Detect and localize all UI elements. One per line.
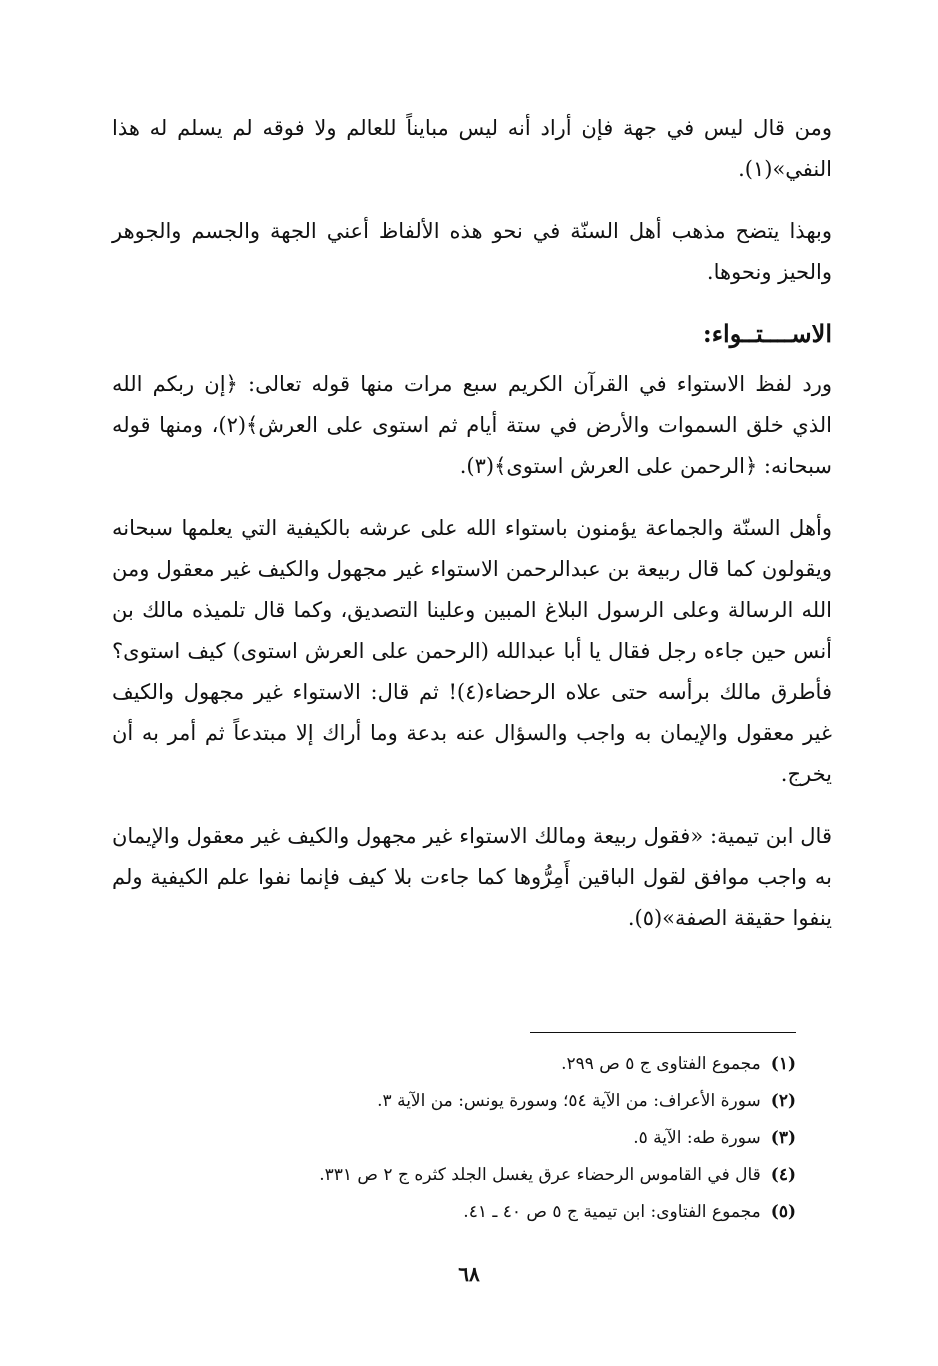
footnote-number: (١) [770,1054,796,1074]
footnotes-list [236,1046,796,1231]
footnote-item [236,1194,796,1231]
paragraph: وأهل السنّة والجماعة يؤمنون باستواء الله على عرشه بالكيفية التي يعلمها سبحانه ويقولون كما قال ربيعة بن عبدالرحمن الاستواء غير مجهول والكيف غير معقول ومن الله الرسالة وعلى الرسول البلاغ المبين وعلينا التصديق، وكما قال تلميذه مالك بن أنس حين جاءه رجل فقال يا أبا عبدالله (الرحمن على العرش استوى) كيف استوى؟ فأطرق مالك برأسه حتى علاه الرحضاء(٤)! ثم قال: الاستواء غير مجهول والكيف غير معقول والإيمان به واجب والسؤال عنه بدعة وما أراك إلا مبتدعاً ثم أمر به أن يخرج. [112,516,833,786]
page-number: ٦٨ [458,1262,480,1286]
footnote-item [236,1120,796,1157]
paragraph: ورد لفظ الاستواء في القرآن الكريم سبع مرات منها قوله تعالى: ﴿إن ربكم الله الذي خلق السموات والأرض في ستة أيام ثم استوى على العرش﴾(٢)، ومنها قوله سبحانه: ﴿الرحمن على العرش استوى﴾(٣). [112,372,832,478]
section-heading: الاســــتــواء: [702,319,832,348]
footnote-number: (٤) [770,1165,796,1185]
paragraph: ومن قال ليس في جهة فإن أراد أنه ليس مبايناً للعالم ولا فوقه لم يسلم له هذا النفي»(١). [112,116,832,181]
footnote-text: مجموع الفتاوى ج ٥ ص ٢٩٩. [561,1054,761,1074]
footnote-divider [530,1032,796,1033]
footnote-number: (٢) [770,1091,796,1111]
footnote-item [236,1083,796,1120]
footnote-item [236,1157,796,1194]
paragraph: وبهذا يتضح مذهب أهل السنّة في نحو هذه الألفاظ أعني الجهة والجسم والجوهر والحيز ونحوها. [112,219,832,284]
paragraph: قال ابن تيمية: «فقول ربيعة ومالك الاستواء غير مجهول والكيف غير معقول والإيمان به واجب موافق لقول الباقين أَمِرُّوها كما جاءت بلا كيف فإنما نفوا علم الكيفية ولم ينفوا حقيقة الصفة»(٥). [112,824,832,930]
footnote-text: سورة الأعراف: من الآية ٥٤؛ وسورة يونس: من الآية ٣. [377,1091,761,1111]
footnote-text: سورة طه: الآية ٥. [633,1128,761,1148]
footnote-text: مجموع الفتاوى: ابن تيمية ج ٥ ص ٤٠ ـ ٤١. [463,1202,761,1222]
footnote-text: قال في القاموس الرحضاء عرق يغسل الجلد كثره ج ٢ ص ٣٣١. [319,1165,761,1185]
footnote-item [236,1046,796,1083]
footnote-number: (٥) [770,1202,796,1222]
footnote-number: (٣) [770,1128,796,1148]
main-text [112,108,832,960]
